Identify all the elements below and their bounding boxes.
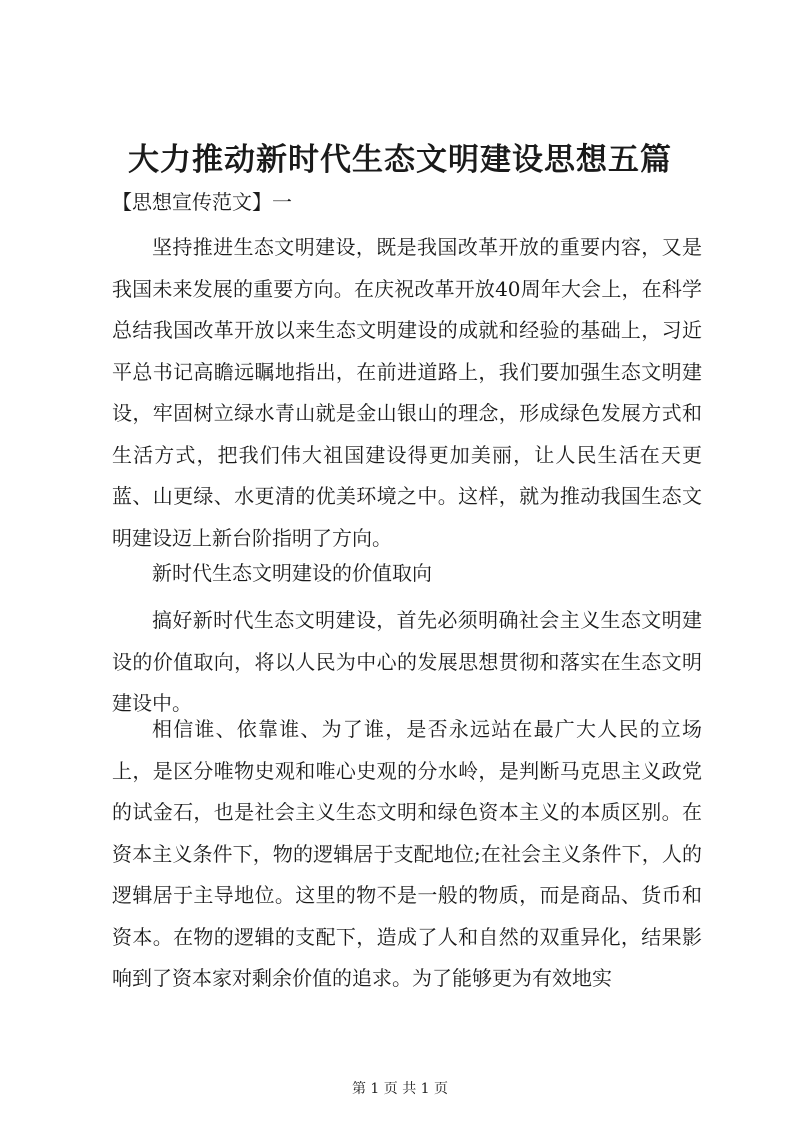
paragraph-1: 坚持推进生态文明建设，既是我国改革开放的重要内容，又是我国未来发展的重要方向。在庆祝改革开放40周年大会上，在科学总结我国改革开放以来生态文明建设的成就和经验的基础上，习近平总书记高瞻远瞩地指出，在前进道路上，我们要加强生态文明建设，牢固树立绿水青山就是金山银山的理念，形成绿色发展方式和生活方式，把我们伟大祖国建设得更加美丽，让人民生活在天更蓝、山更绿、水更清的优美环境之中。这样，就为推动我国生态文明建设迈上新台阶指明了方向。 — [112, 235, 702, 550]
document-title: 大力推动新时代生态文明建设思想五篇 — [128, 142, 672, 178]
section-heading: 新时代生态文明建设的价值取向 — [152, 561, 432, 585]
paragraph-2: 搞好新时代生态文明建设，首先必须明确社会主义生态文明建设的价值取向，将以人民为中心的发展思想贯彻和落实在生态文明建设中。 — [112, 608, 702, 715]
page-footer: 第 1 页 共 1 页 — [351, 1081, 449, 1097]
paragraph-3: 相信谁、依靠谁、为了谁，是否永远站在最广大人民的立场上，是区分唯物史观和唯心史观的分水岭，是判断马克思主义政党的试金石，也是社会主义生态文明和绿色资本主义的本质区别。在资本主义条件下，物的逻辑居于支配地位;在社会主义条件下，人的逻辑居于主导地位。这里的物不是一般的物质，而是商品、货币和资本。在物的逻辑的支配下，造成了人和自然的双重异化，结果影响到了资本家对剩余价值的追求。为了能够更为有效地实 — [112, 717, 702, 990]
document-subtitle: 【思想宣传范文】一 — [112, 190, 292, 214]
